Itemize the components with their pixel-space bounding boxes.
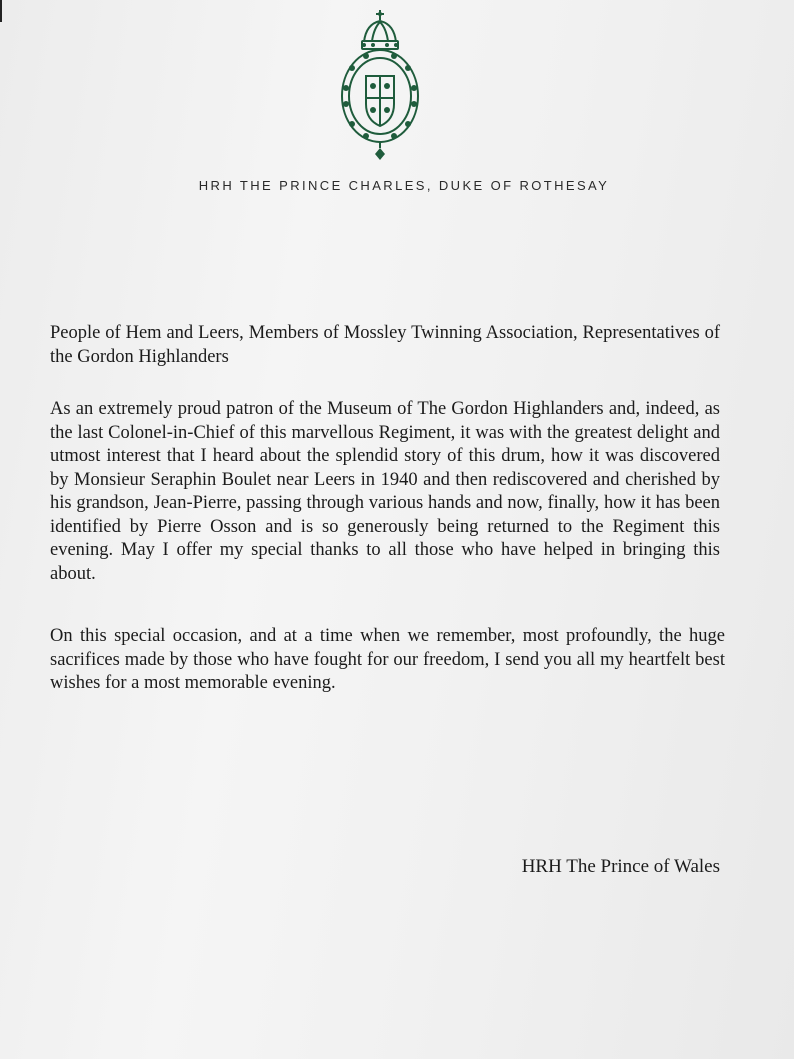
letter-signature: HRH The Prince of Wales <box>521 856 720 877</box>
letter-salutation: People of Hem and Leers, Members of Mossley Twinning Association, Representatives of the Gordon Highlanders <box>50 323 720 367</box>
letterhead-title: HRH THE PRINCE CHARLES, DUKE OF ROTHESAY <box>198 178 610 193</box>
letter-paragraph: On this special occasion, and at a time when we remember, most profoundly, the huge sacrifices made by those who have fought for our freedom, I send you all my heartfelt best wishes for a most memorable evening. <box>50 626 725 693</box>
letter-paragraph: As an extremely proud patron of the Museum of The Gordon Highlanders and, indeed, as the last Colonel-in-Chief of this marvellous Regiment, it was with the greatest delight and utmost interest that I heard about the splendid story of this drum, how it was discovered by Monsieur Seraphin Boulet near Leers in 1940 and then rediscovered and cherished by his grandson, Jean-Pierre, passing through various hands and now, finally, how it has been identified by Pierre Osson and is so generously being returned to the Regiment this evening. May I offer my special thanks to all those who have helped in bringing this about. <box>50 399 720 584</box>
royal-crest-icon <box>336 8 424 160</box>
